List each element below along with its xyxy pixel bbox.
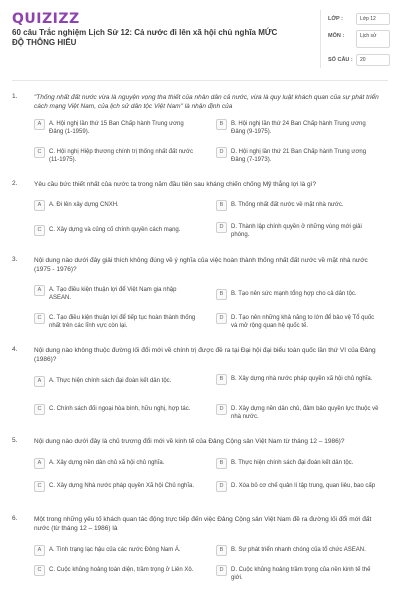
option-letter: A bbox=[34, 285, 45, 296]
class-value: Lớp 12 bbox=[356, 13, 390, 25]
option-text: C. Cuộc khủng hoảng toàn diện, trầm trọng ở Liên Xô. bbox=[49, 567, 194, 573]
meta-count bbox=[328, 54, 392, 68]
option-text: B. Hội nghị lần thứ 24 Ban Chấp hành Trung ương Đảng (9-1975). bbox=[231, 121, 366, 135]
option-letter: B bbox=[216, 289, 227, 300]
option-letter: B bbox=[216, 458, 227, 469]
question-text: Nội dung nào dưới đây giải thích không đúng về ý nghĩa của việc hoàn thành thống nhất đất nước về mặt nhà nước (1975 - 1976)? bbox=[34, 257, 368, 273]
option-text: A. Thực hiện chính sách đại đoàn kết dân tộc. bbox=[49, 378, 172, 384]
meta-divider bbox=[320, 10, 321, 68]
worksheet-header bbox=[0, 0, 400, 78]
question-text: Một trong những yếu tố khách quan tác động trực tiếp đến việc Đảng Cộng sản Việt Nam đề ra đường lối đổi mới đất nước (từ tháng 12 – 1986) là bbox=[34, 516, 372, 532]
option-text: C. Chính sách đối ngoại hòa bình, hữu nghị, hợp tác. bbox=[49, 406, 191, 412]
option-letter: D bbox=[216, 313, 227, 324]
question-number: 6. bbox=[12, 515, 18, 522]
question-number: 5. bbox=[12, 437, 18, 444]
option-text: D. Xóa bỏ cơ chế quản lí tập trung, quan liêu, bao cấp bbox=[231, 483, 376, 489]
option-letter: D bbox=[216, 404, 227, 415]
question-number: 4. bbox=[12, 346, 18, 353]
option-letter: C bbox=[34, 147, 45, 158]
class-label: LỚP : bbox=[328, 16, 343, 22]
option-text: B. Thống nhất đất nước về mặt nhà nước. bbox=[231, 202, 344, 208]
meta-subject bbox=[328, 30, 392, 50]
question-text: "Thống nhất đất nước vừa là nguyện vọng tha thiết của nhân dân cả nước, vừa là quy luật khách quan của sự phát triển cách mạng Việt Nam, của lịch sử dân tộc Việt Nam" là nhận định của bbox=[34, 94, 379, 110]
option-text: D. Thành lập chính quyền ở những vùng mới giải phóng. bbox=[231, 224, 362, 238]
option-letter: B bbox=[216, 119, 227, 130]
option-text: C. Xây dựng và củng cố chính quyền cách mạng. bbox=[49, 227, 181, 233]
option-text: D. Tạo nên những khả năng to lớn để bảo vệ Tổ quốc và mở rộng quan hệ quốc tế. bbox=[231, 315, 375, 329]
option-letter: A bbox=[34, 376, 45, 387]
option-letter: B bbox=[216, 545, 227, 556]
option-text: A. Hội nghị lần thứ 15 Ban Chấp hành Trung ương Đảng (1-1959). bbox=[49, 121, 184, 135]
question-text: Nội dung nào dưới đây là chủ trương đổi mới về kinh tế của Đảng Cộng sản Việt Nam từ tháng 12 – 1986)? bbox=[34, 438, 345, 445]
question-number: 2. bbox=[12, 180, 18, 187]
option-text: D. Cuộc khủng hoảng trầm trọng của nền kinh tế thế giới. bbox=[231, 567, 371, 581]
option-letter: C bbox=[34, 225, 45, 236]
subject-label: MÔN : bbox=[328, 33, 345, 39]
option-letter: C bbox=[34, 481, 45, 492]
option-letter: C bbox=[34, 313, 45, 324]
option-text: A. Tình trạng lạc hậu của các nước Đông Nam Á. bbox=[49, 547, 181, 553]
option-letter: C bbox=[34, 565, 45, 576]
option-letter: D bbox=[216, 222, 227, 233]
option-letter: D bbox=[216, 565, 227, 576]
option-text: B. Xây dựng nhà nước pháp quyền xã hội chủ nghĩa. bbox=[231, 376, 373, 382]
option-text: B. Sự phát triển nhanh chóng của tổ chức ASEAN. bbox=[231, 547, 366, 553]
option-text: C. Hội nghị Hiệp thương chính trị thống nhất đất nước (11-1975). bbox=[49, 149, 193, 163]
header-divider bbox=[12, 80, 388, 81]
question-text: Nội dung nào không thuộc đường lối đổi mới về chính trị được đề ra tại Đại hội đại biểu toàn quốc lần thứ VI của Đảng (1986)? bbox=[34, 347, 376, 363]
option-letter: D bbox=[216, 481, 227, 492]
option-letter: A bbox=[34, 545, 45, 556]
option-letter: B bbox=[216, 374, 227, 385]
quizizz-logo[interactable]: QUIZIZZ bbox=[12, 11, 80, 27]
option-text: B. Thực hiện chính sách đại đoàn kết dân tộc. bbox=[231, 460, 354, 466]
question-number: 1. bbox=[12, 93, 18, 100]
option-text: A. Xây dựng nền dân chủ xã hội chủ nghĩa. bbox=[49, 460, 165, 466]
question-number: 3. bbox=[12, 256, 18, 263]
count-value: 20 bbox=[356, 54, 390, 66]
option-letter: B bbox=[216, 200, 227, 211]
meta-class bbox=[328, 13, 392, 27]
option-text: A. Đi lên xây dựng CNXH. bbox=[49, 202, 119, 208]
option-letter: A bbox=[34, 458, 45, 469]
option-text: D. Hội nghị lần thứ 21 Ban Chấp hành Trung ương Đảng (7-1973). bbox=[231, 149, 367, 163]
option-letter: A bbox=[34, 200, 45, 211]
count-label: SỐ CÂU : bbox=[328, 57, 353, 63]
option-text: A. Tạo điều kiện thuận lợi để Việt Nam gia nhập ASEAN. bbox=[49, 287, 177, 301]
option-letter: D bbox=[216, 147, 227, 158]
option-text: B. Tạo nên sức mạnh tổng hợp cho cả dân tộc. bbox=[231, 291, 357, 297]
question-text: Yêu cầu bức thiết nhất của nước ta trong năm đầu tiên sau kháng chiến chống Mỹ thắng lợi là gì? bbox=[34, 181, 317, 188]
worksheet-title: 60 câu Trắc nghiệm Lịch Sử 12: Cả nước đi lên xã hội chủ nghĩa MỨC ĐỘ THÔNG HIỂU bbox=[12, 28, 278, 47]
option-letter: C bbox=[34, 404, 45, 415]
option-text: C. Tạo điều kiện thuận lợi để tiếp tục hoàn thành thống nhất trên các lĩnh vực còn lại. bbox=[49, 315, 196, 329]
option-text: C. Xây dựng Nhà nước pháp quyền Xã hội Chủ nghĩa. bbox=[49, 483, 195, 489]
option-letter: A bbox=[34, 119, 45, 130]
option-text: D. Xây dựng nền dân chủ, đảm bảo quyền lực thuộc về nhà nước. bbox=[231, 406, 379, 420]
subject-value: Lịch sử bbox=[356, 30, 390, 48]
